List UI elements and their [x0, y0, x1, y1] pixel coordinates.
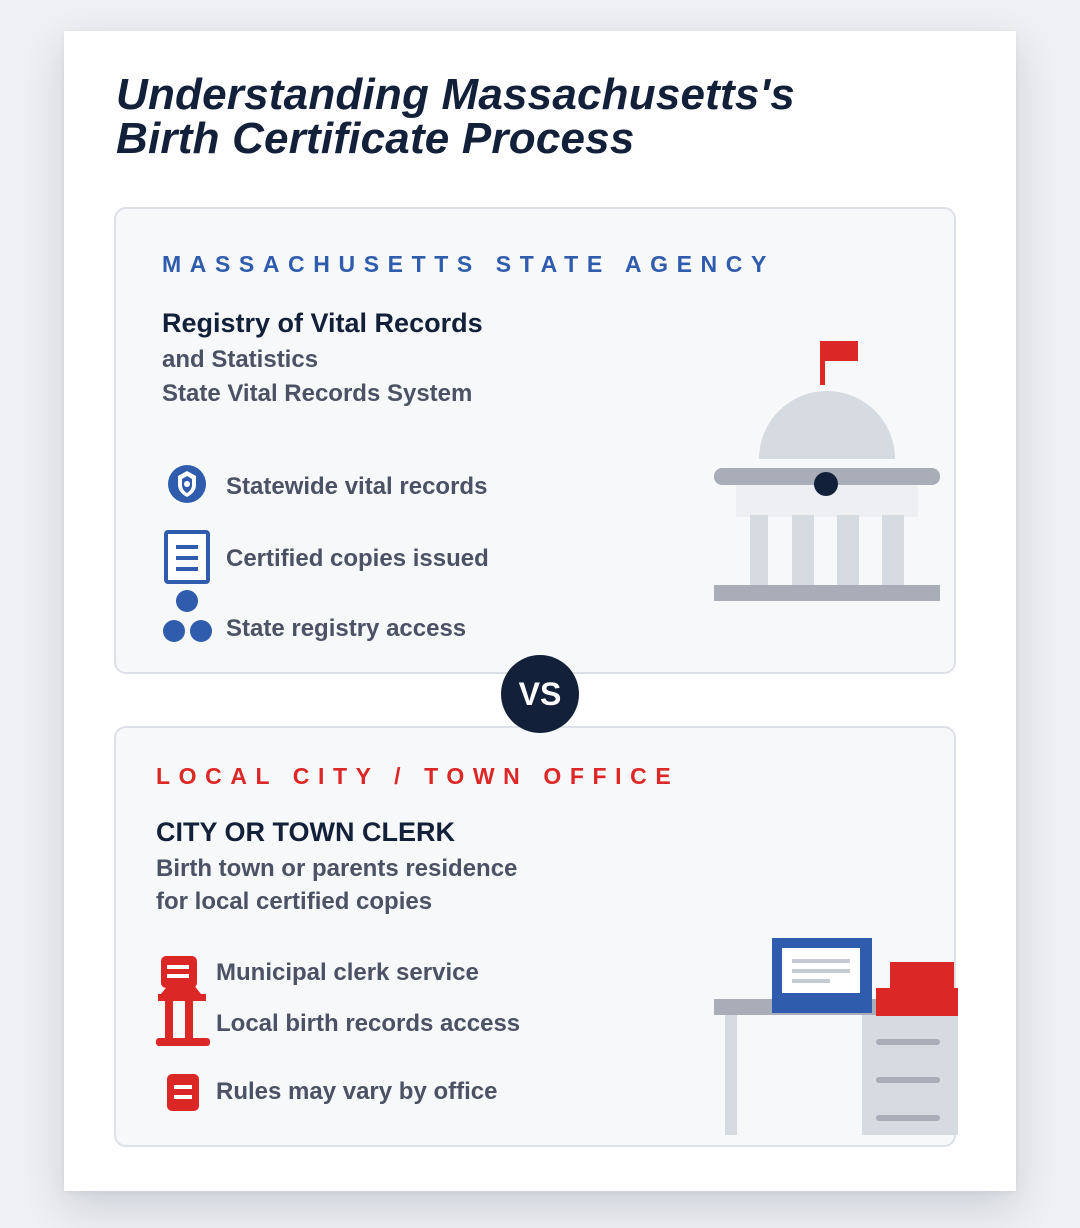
state-heading: Registry of Vital Records: [162, 308, 483, 338]
local-eyebrow: LOCAL CITY / TOWN OFFICE: [156, 763, 680, 789]
local-sub-line-2: for local certified copies: [156, 888, 433, 915]
title-line-2: Birth Certificate Process: [116, 114, 635, 163]
state-sub-line-1: and Statistics: [162, 346, 319, 373]
infographic-card: [64, 31, 1016, 1191]
local-office-panel: [114, 726, 956, 1147]
state-sub-line-2: State Vital Records System: [162, 380, 473, 407]
document-icon: [164, 530, 212, 584]
state-agency-panel: [114, 207, 956, 674]
office-desk-icon: [714, 936, 958, 1138]
local-subheading: [156, 852, 517, 918]
vs-badge: VS: [501, 655, 579, 733]
local-feature-1: Municipal clerk service: [216, 959, 479, 986]
local-feature-2: Local birth records access: [216, 1010, 521, 1037]
form-icon: [166, 1073, 200, 1113]
state-feature-2: Certified copies issued: [226, 545, 489, 572]
title-line-1: Understanding Massachusetts's: [116, 70, 795, 119]
clerk-booth-icon: [156, 954, 212, 1050]
people-icon: [162, 589, 214, 645]
state-house-icon: [714, 339, 944, 604]
local-feature-3: Rules may vary by office: [216, 1078, 498, 1105]
shield-icon: [165, 462, 209, 506]
state-feature-1: Statewide vital records: [226, 473, 488, 500]
state-subheading: [162, 343, 472, 411]
state-feature-3: State registry access: [226, 615, 467, 642]
local-sub-line-1: Birth town or parents residence: [156, 855, 518, 882]
local-heading: CITY OR TOWN CLERK: [156, 817, 456, 847]
state-eyebrow: MASSACHUSETTS STATE AGENCY: [162, 251, 775, 277]
page-title: [116, 70, 795, 163]
